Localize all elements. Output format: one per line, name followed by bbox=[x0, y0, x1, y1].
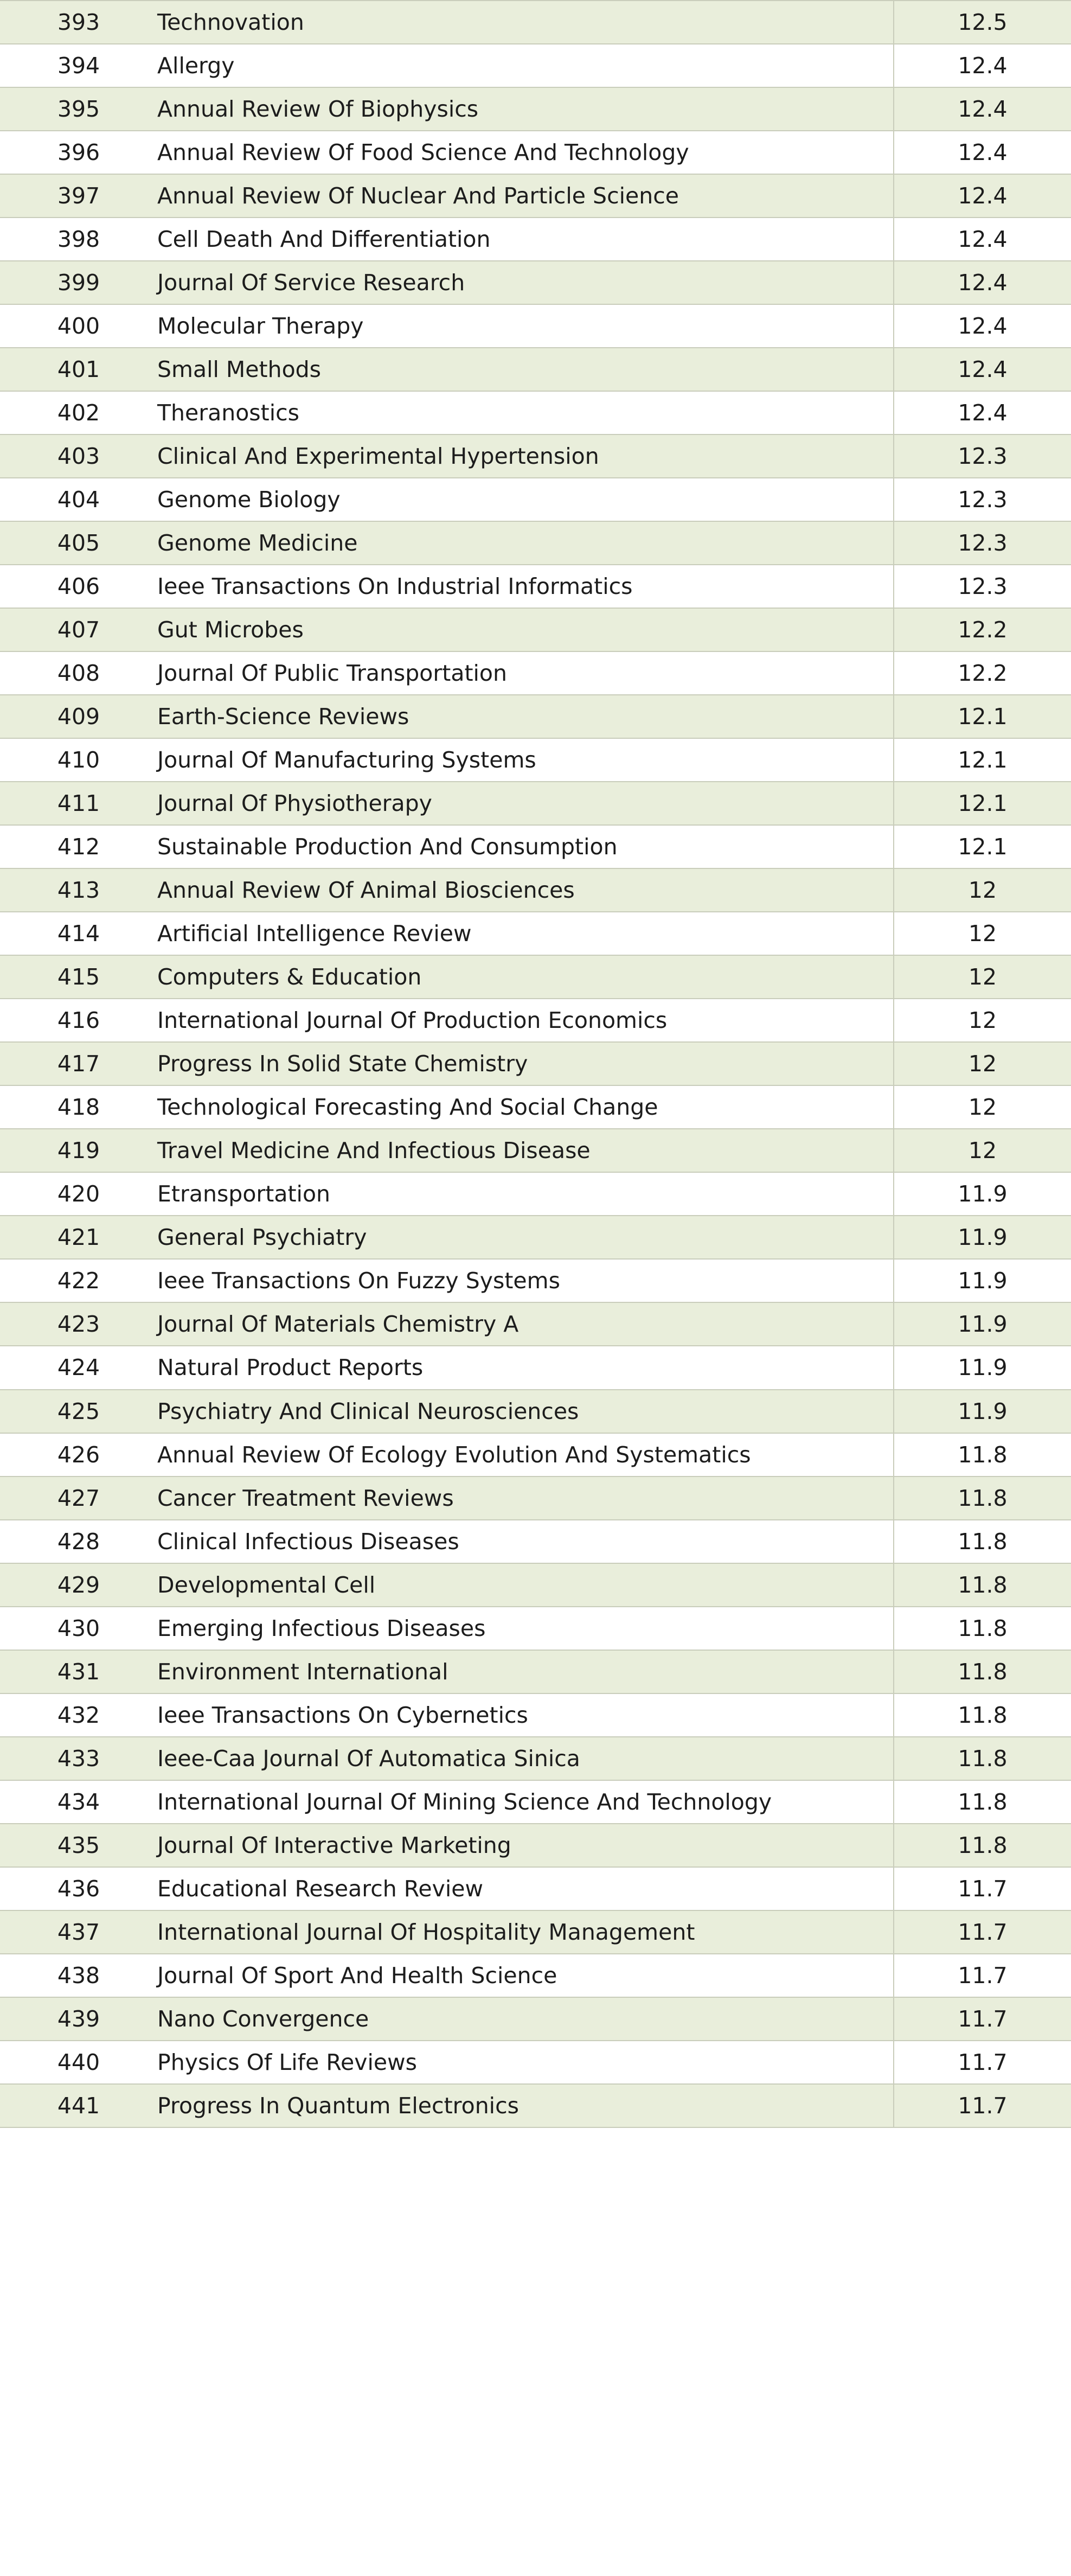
table-row bbox=[0, 348, 1071, 391]
cell-metric-value: 11.8 bbox=[894, 1780, 1071, 1824]
cell-rank: 399 bbox=[0, 261, 157, 304]
table-row bbox=[0, 434, 1071, 478]
cell-metric-value: 11.7 bbox=[894, 1997, 1071, 2041]
cell-rank: 394 bbox=[0, 44, 157, 87]
cell-journal-name: Journal Of Public Transportation bbox=[157, 651, 894, 695]
table-row bbox=[0, 782, 1071, 825]
table-row bbox=[0, 955, 1071, 999]
cell-journal-name: Molecular Therapy bbox=[157, 304, 894, 348]
cell-metric-value: 12.4 bbox=[894, 348, 1071, 391]
cell-journal-name: Travel Medicine And Infectious Disease bbox=[157, 1129, 894, 1172]
cell-journal-name: Environment International bbox=[157, 1650, 894, 1693]
cell-metric-value: 11.9 bbox=[894, 1390, 1071, 1433]
cell-journal-name: Journal Of Materials Chemistry A bbox=[157, 1302, 894, 1346]
cell-journal-name: Annual Review Of Nuclear And Particle Science bbox=[157, 174, 894, 218]
cell-journal-name: Technological Forecasting And Social Change bbox=[157, 1085, 894, 1129]
table-row bbox=[0, 1, 1071, 44]
table-row bbox=[0, 391, 1071, 434]
cell-journal-name: Etransportation bbox=[157, 1172, 894, 1216]
cell-journal-name: Theranostics bbox=[157, 391, 894, 434]
table-row bbox=[0, 44, 1071, 87]
cell-rank: 439 bbox=[0, 1997, 157, 2041]
cell-journal-name: International Journal Of Production Economics bbox=[157, 999, 894, 1042]
cell-rank: 436 bbox=[0, 1867, 157, 1910]
cell-journal-name: Annual Review Of Ecology Evolution And Systematics bbox=[157, 1433, 894, 1476]
cell-rank: 406 bbox=[0, 565, 157, 608]
cell-rank: 422 bbox=[0, 1259, 157, 1302]
cell-rank: 414 bbox=[0, 912, 157, 955]
cell-rank: 413 bbox=[0, 868, 157, 912]
table-row bbox=[0, 1085, 1071, 1129]
cell-metric-value: 12.3 bbox=[894, 521, 1071, 565]
table-row bbox=[0, 1867, 1071, 1910]
cell-metric-value: 11.9 bbox=[894, 1302, 1071, 1346]
cell-journal-name: Genome Biology bbox=[157, 478, 894, 521]
cell-rank: 412 bbox=[0, 825, 157, 868]
table-row bbox=[0, 1302, 1071, 1346]
table-row bbox=[0, 1824, 1071, 1867]
cell-metric-value: 11.9 bbox=[894, 1216, 1071, 1259]
cell-rank: 398 bbox=[0, 218, 157, 261]
cell-rank: 411 bbox=[0, 782, 157, 825]
table-row bbox=[0, 1476, 1071, 1520]
table-row bbox=[0, 695, 1071, 738]
cell-metric-value: 11.8 bbox=[894, 1607, 1071, 1650]
cell-rank: 432 bbox=[0, 1693, 157, 1737]
table-row bbox=[0, 1737, 1071, 1780]
cell-journal-name: Journal Of Sport And Health Science bbox=[157, 1954, 894, 1997]
table-row bbox=[0, 1520, 1071, 1563]
cell-metric-value: 12 bbox=[894, 1042, 1071, 1085]
cell-metric-value: 11.8 bbox=[894, 1520, 1071, 1563]
cell-metric-value: 12 bbox=[894, 999, 1071, 1042]
cell-journal-name: Journal Of Physiotherapy bbox=[157, 782, 894, 825]
cell-journal-name: Gut Microbes bbox=[157, 608, 894, 651]
cell-metric-value: 12.3 bbox=[894, 478, 1071, 521]
cell-rank: 408 bbox=[0, 651, 157, 695]
table-row bbox=[0, 521, 1071, 565]
table-row bbox=[0, 1563, 1071, 1607]
cell-metric-value: 12 bbox=[894, 1129, 1071, 1172]
cell-journal-name: Earth-Science Reviews bbox=[157, 695, 894, 738]
table-row bbox=[0, 1997, 1071, 2041]
cell-journal-name: Computers & Education bbox=[157, 955, 894, 999]
table-row bbox=[0, 1172, 1071, 1216]
cell-metric-value: 12.4 bbox=[894, 261, 1071, 304]
table-row bbox=[0, 912, 1071, 955]
cell-rank: 402 bbox=[0, 391, 157, 434]
cell-rank: 437 bbox=[0, 1910, 157, 1954]
table-row bbox=[0, 1129, 1071, 1172]
cell-rank: 409 bbox=[0, 695, 157, 738]
cell-metric-value: 11.9 bbox=[894, 1346, 1071, 1389]
table-row bbox=[0, 1780, 1071, 1824]
cell-rank: 427 bbox=[0, 1476, 157, 1520]
cell-metric-value: 12.1 bbox=[894, 695, 1071, 738]
table-row bbox=[0, 87, 1071, 131]
cell-metric-value: 11.7 bbox=[894, 1954, 1071, 1997]
cell-journal-name: Physics Of Life Reviews bbox=[157, 2041, 894, 2084]
cell-metric-value: 11.8 bbox=[894, 1650, 1071, 1693]
table-row bbox=[0, 651, 1071, 695]
cell-metric-value: 12.3 bbox=[894, 434, 1071, 478]
cell-rank: 404 bbox=[0, 478, 157, 521]
cell-rank: 425 bbox=[0, 1390, 157, 1433]
cell-journal-name: Genome Medicine bbox=[157, 521, 894, 565]
cell-journal-name: Educational Research Review bbox=[157, 1867, 894, 1910]
cell-metric-value: 12.1 bbox=[894, 782, 1071, 825]
cell-metric-value: 12.5 bbox=[894, 1, 1071, 44]
cell-rank: 393 bbox=[0, 1, 157, 44]
cell-rank: 431 bbox=[0, 1650, 157, 1693]
cell-journal-name: Progress In Solid State Chemistry bbox=[157, 1042, 894, 1085]
table-row bbox=[0, 825, 1071, 868]
cell-metric-value: 12.2 bbox=[894, 651, 1071, 695]
cell-rank: 418 bbox=[0, 1085, 157, 1129]
cell-metric-value: 12.4 bbox=[894, 391, 1071, 434]
cell-journal-name: General Psychiatry bbox=[157, 1216, 894, 1259]
cell-metric-value: 11.7 bbox=[894, 1910, 1071, 1954]
cell-rank: 400 bbox=[0, 304, 157, 348]
table-row bbox=[0, 1954, 1071, 1997]
cell-journal-name: Natural Product Reports bbox=[157, 1346, 894, 1389]
table-row bbox=[0, 218, 1071, 261]
table-row bbox=[0, 1259, 1071, 1302]
cell-metric-value: 12.1 bbox=[894, 738, 1071, 782]
cell-rank: 430 bbox=[0, 1607, 157, 1650]
cell-rank: 438 bbox=[0, 1954, 157, 1997]
cell-metric-value: 12.4 bbox=[894, 131, 1071, 174]
cell-metric-value: 11.8 bbox=[894, 1476, 1071, 1520]
cell-rank: 416 bbox=[0, 999, 157, 1042]
cell-metric-value: 11.9 bbox=[894, 1172, 1071, 1216]
cell-metric-value: 11.7 bbox=[894, 1867, 1071, 1910]
table-row bbox=[0, 868, 1071, 912]
cell-journal-name: Journal Of Manufacturing Systems bbox=[157, 738, 894, 782]
cell-metric-value: 12.3 bbox=[894, 565, 1071, 608]
cell-journal-name: Cancer Treatment Reviews bbox=[157, 1476, 894, 1520]
cell-rank: 429 bbox=[0, 1563, 157, 1607]
cell-journal-name: Developmental Cell bbox=[157, 1563, 894, 1607]
cell-rank: 405 bbox=[0, 521, 157, 565]
cell-journal-name: Annual Review Of Food Science And Technology bbox=[157, 131, 894, 174]
cell-metric-value: 11.8 bbox=[894, 1563, 1071, 1607]
table-row bbox=[0, 2084, 1071, 2127]
table-row bbox=[0, 2041, 1071, 2084]
cell-rank: 434 bbox=[0, 1780, 157, 1824]
table-row bbox=[0, 1607, 1071, 1650]
cell-journal-name: Allergy bbox=[157, 44, 894, 87]
table-row bbox=[0, 1650, 1071, 1693]
table-row bbox=[0, 738, 1071, 782]
cell-metric-value: 12 bbox=[894, 912, 1071, 955]
cell-rank: 395 bbox=[0, 87, 157, 131]
cell-journal-name: International Journal Of Hospitality Management bbox=[157, 1910, 894, 1954]
table-row bbox=[0, 1433, 1071, 1476]
cell-metric-value: 11.9 bbox=[894, 1259, 1071, 1302]
cell-metric-value: 12.4 bbox=[894, 218, 1071, 261]
cell-journal-name: Journal Of Interactive Marketing bbox=[157, 1824, 894, 1867]
cell-journal-name: Ieee-Caa Journal Of Automatica Sinica bbox=[157, 1737, 894, 1780]
cell-metric-value: 12.1 bbox=[894, 825, 1071, 868]
cell-rank: 433 bbox=[0, 1737, 157, 1780]
cell-metric-value: 11.8 bbox=[894, 1824, 1071, 1867]
cell-rank: 428 bbox=[0, 1520, 157, 1563]
cell-journal-name: Ieee Transactions On Industrial Informatics bbox=[157, 565, 894, 608]
cell-metric-value: 12 bbox=[894, 868, 1071, 912]
cell-metric-value: 12.4 bbox=[894, 44, 1071, 87]
cell-journal-name: International Journal Of Mining Science And Technology bbox=[157, 1780, 894, 1824]
table-row bbox=[0, 608, 1071, 651]
cell-rank: 424 bbox=[0, 1346, 157, 1389]
table-row bbox=[0, 1693, 1071, 1737]
table-row bbox=[0, 1042, 1071, 1085]
table-row bbox=[0, 999, 1071, 1042]
cell-metric-value: 12 bbox=[894, 1085, 1071, 1129]
table-row bbox=[0, 1346, 1071, 1389]
cell-rank: 420 bbox=[0, 1172, 157, 1216]
cell-journal-name: Annual Review Of Animal Biosciences bbox=[157, 868, 894, 912]
cell-journal-name: Ieee Transactions On Fuzzy Systems bbox=[157, 1259, 894, 1302]
cell-journal-name: Clinical Infectious Diseases bbox=[157, 1520, 894, 1563]
cell-journal-name: Emerging Infectious Diseases bbox=[157, 1607, 894, 1650]
cell-metric-value: 11.8 bbox=[894, 1737, 1071, 1780]
cell-rank: 403 bbox=[0, 434, 157, 478]
cell-journal-name: Small Methods bbox=[157, 348, 894, 391]
table-row bbox=[0, 1390, 1071, 1433]
cell-metric-value: 12.2 bbox=[894, 608, 1071, 651]
cell-journal-name: Annual Review Of Biophysics bbox=[157, 87, 894, 131]
cell-rank: 417 bbox=[0, 1042, 157, 1085]
table-row bbox=[0, 304, 1071, 348]
cell-metric-value: 12.4 bbox=[894, 174, 1071, 218]
cell-rank: 410 bbox=[0, 738, 157, 782]
cell-journal-name: Nano Convergence bbox=[157, 1997, 894, 2041]
cell-journal-name: Journal Of Service Research bbox=[157, 261, 894, 304]
cell-rank: 407 bbox=[0, 608, 157, 651]
cell-rank: 441 bbox=[0, 2084, 157, 2127]
cell-rank: 415 bbox=[0, 955, 157, 999]
cell-metric-value: 11.7 bbox=[894, 2084, 1071, 2127]
cell-rank: 423 bbox=[0, 1302, 157, 1346]
table-row bbox=[0, 174, 1071, 218]
cell-rank: 440 bbox=[0, 2041, 157, 2084]
cell-metric-value: 12.4 bbox=[894, 304, 1071, 348]
cell-journal-name: Cell Death And Differentiation bbox=[157, 218, 894, 261]
cell-journal-name: Sustainable Production And Consumption bbox=[157, 825, 894, 868]
cell-metric-value: 11.7 bbox=[894, 2041, 1071, 2084]
cell-rank: 426 bbox=[0, 1433, 157, 1476]
table-row bbox=[0, 261, 1071, 304]
table-row bbox=[0, 565, 1071, 608]
cell-metric-value: 12.4 bbox=[894, 87, 1071, 131]
cell-rank: 419 bbox=[0, 1129, 157, 1172]
cell-journal-name: Clinical And Experimental Hypertension bbox=[157, 434, 894, 478]
table-row bbox=[0, 1216, 1071, 1259]
cell-journal-name: Psychiatry And Clinical Neurosciences bbox=[157, 1390, 894, 1433]
cell-rank: 397 bbox=[0, 174, 157, 218]
cell-metric-value: 12 bbox=[894, 955, 1071, 999]
cell-rank: 401 bbox=[0, 348, 157, 391]
table-row bbox=[0, 478, 1071, 521]
cell-metric-value: 11.8 bbox=[894, 1693, 1071, 1737]
cell-journal-name: Progress In Quantum Electronics bbox=[157, 2084, 894, 2127]
cell-journal-name: Artificial Intelligence Review bbox=[157, 912, 894, 955]
cell-metric-value: 11.8 bbox=[894, 1433, 1071, 1476]
table-body bbox=[0, 1, 1071, 2127]
cell-rank: 421 bbox=[0, 1216, 157, 1259]
cell-rank: 396 bbox=[0, 131, 157, 174]
cell-journal-name: Ieee Transactions On Cybernetics bbox=[157, 1693, 894, 1737]
table-row bbox=[0, 131, 1071, 174]
cell-rank: 435 bbox=[0, 1824, 157, 1867]
table-row bbox=[0, 1910, 1071, 1954]
cell-journal-name: Technovation bbox=[157, 1, 894, 44]
